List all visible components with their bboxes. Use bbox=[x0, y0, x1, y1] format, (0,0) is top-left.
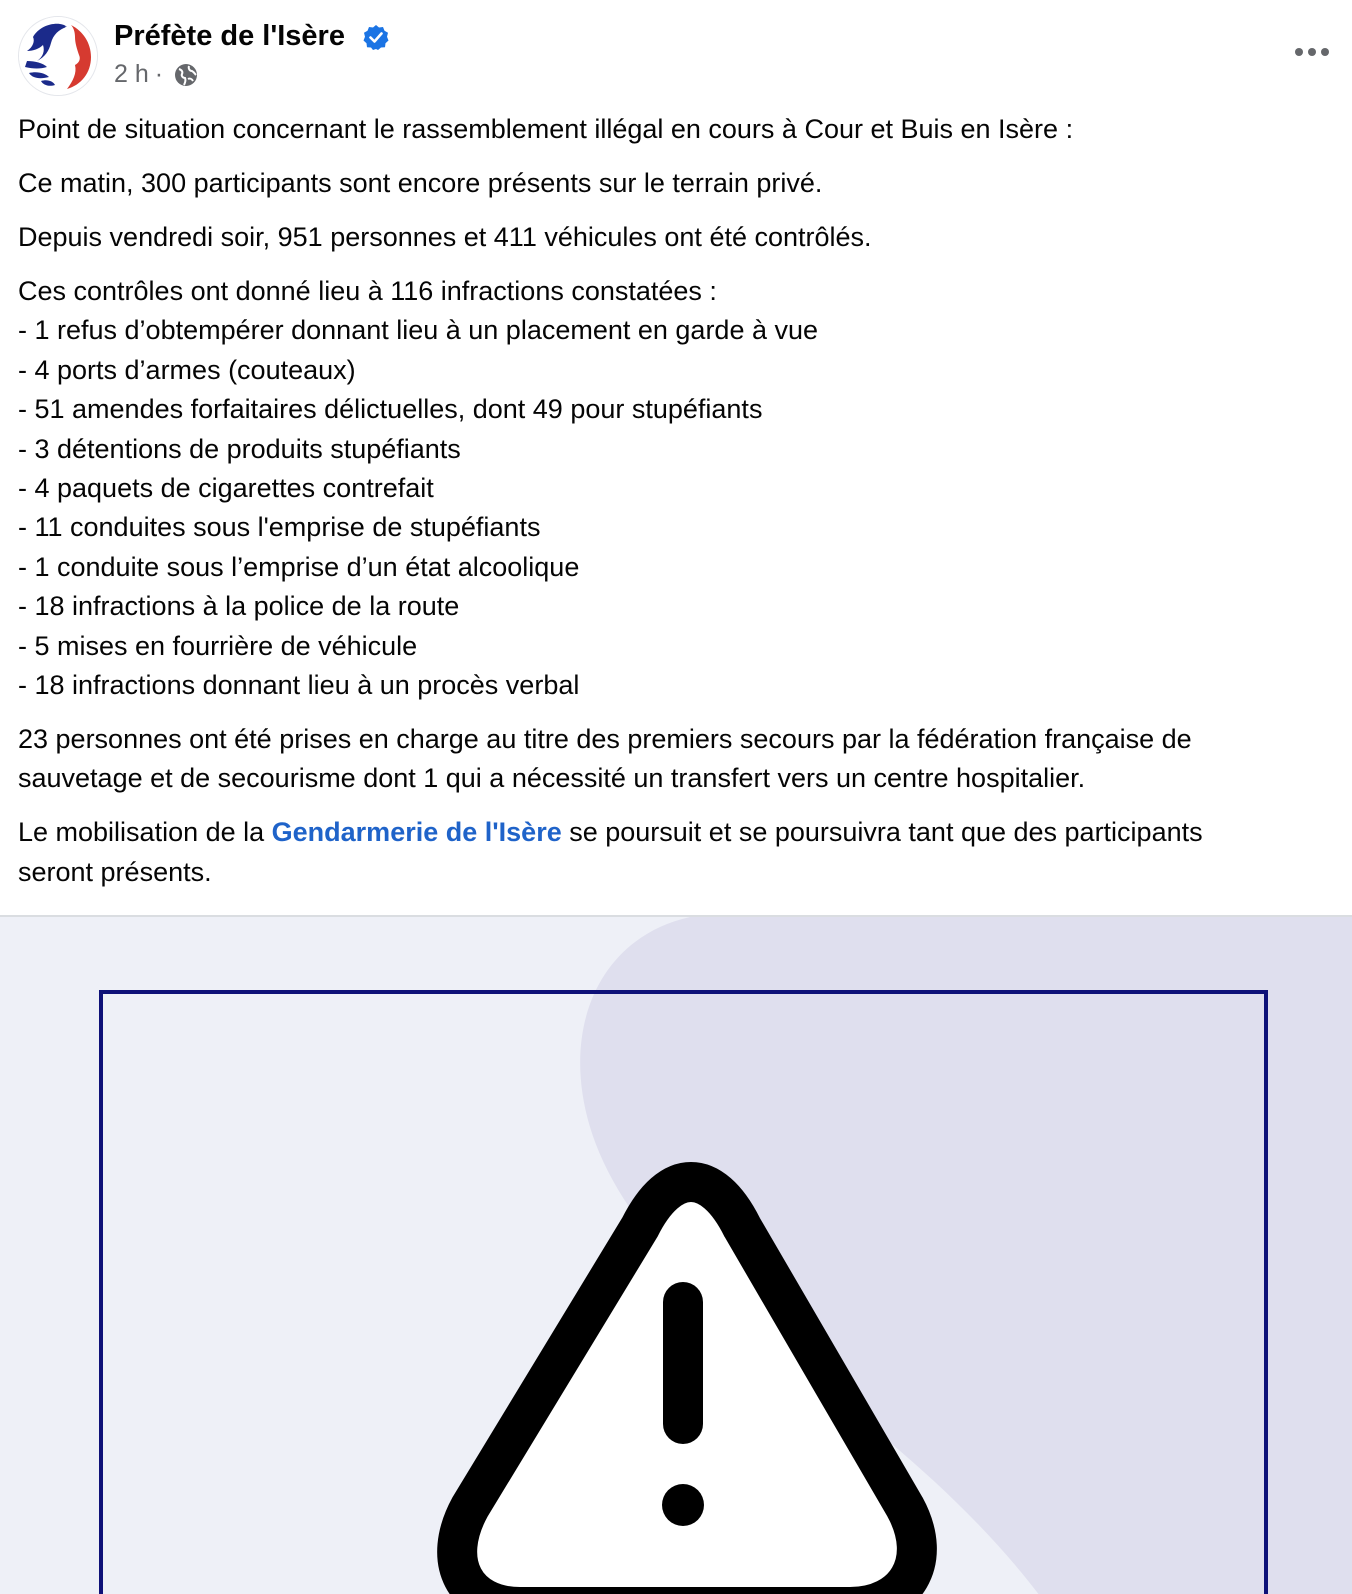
post-meta bbox=[114, 60, 199, 89]
globe-icon[interactable] bbox=[173, 62, 199, 88]
paragraph-line bbox=[18, 813, 1352, 852]
gendarmerie-page-link[interactable]: Gendarmerie de l'Isère bbox=[271, 817, 562, 848]
list-item: - 4 ports d’armes (couteaux) bbox=[18, 354, 356, 385]
text-segment: se poursuit et se poursuivra tant que des participants bbox=[561, 817, 1203, 848]
list-item: - 18 infractions donnant lieu à un procès verbal bbox=[18, 670, 580, 701]
post-paragraph: Ce matin, 300 participants sont encore présents sur le terrain privé. bbox=[18, 168, 823, 198]
post-paragraph bbox=[18, 720, 1352, 799]
paragraph-line: 23 personnes ont été prises en charge au titre des premiers secours par la fédération française de bbox=[18, 724, 1192, 755]
list-item: - 51 amendes forfaitaires délictuelles, dont 49 pour stupéfiants bbox=[18, 394, 763, 425]
page-avatar[interactable] bbox=[18, 16, 98, 96]
list-item: - 1 refus d’obtempérer donnant lieu à un placement en garde à vue bbox=[18, 315, 819, 346]
infractions-intro: Ces contrôles ont donné lieu à 116 infractions constatées : bbox=[18, 276, 717, 306]
verified-badge-icon bbox=[363, 24, 389, 50]
list-item: - 11 conduites sous l'emprise de stupéfiants bbox=[18, 512, 541, 543]
page-name-link[interactable]: Préfète de l'Isère bbox=[114, 20, 345, 52]
list-item: - 5 mises en fourrière de véhicule bbox=[18, 630, 418, 661]
post-paragraph: Depuis vendredi soir, 951 personnes et 411 véhicules ont été contrôlés. bbox=[18, 222, 872, 252]
post-header bbox=[0, 0, 1352, 110]
list-item: - 1 conduite sous l’emprise d’un état alcoolique bbox=[18, 551, 580, 582]
post-image[interactable] bbox=[0, 915, 1352, 1594]
post-message bbox=[18, 110, 1352, 907]
warning-image bbox=[0, 917, 1352, 1594]
post-paragraph: Point de situation concernant le rassemblement illégal en cours à Cour et Buis en Isère : bbox=[18, 114, 1074, 144]
meta-separator: · bbox=[154, 60, 164, 88]
post-timestamp[interactable]: 2 h bbox=[114, 60, 149, 88]
marianne-logo bbox=[19, 17, 97, 95]
text-segment: Le mobilisation de la bbox=[18, 817, 272, 848]
post-paragraph bbox=[18, 813, 1352, 892]
infractions-section bbox=[18, 272, 1352, 705]
list-item: - 4 paquets de cigarettes contrefait bbox=[18, 473, 434, 504]
more-options-button[interactable] bbox=[1290, 30, 1334, 74]
paragraph-line: seront présents. bbox=[18, 856, 212, 887]
list-item: - 3 détentions de produits stupéfiants bbox=[18, 433, 461, 464]
more-options-icon bbox=[1294, 47, 1330, 57]
list-item: - 18 infractions à la police de la route bbox=[18, 591, 460, 622]
paragraph-line: sauvetage et de secourisme dont 1 qui a nécessité un transfert vers un centre hospitalier. bbox=[18, 763, 1086, 794]
